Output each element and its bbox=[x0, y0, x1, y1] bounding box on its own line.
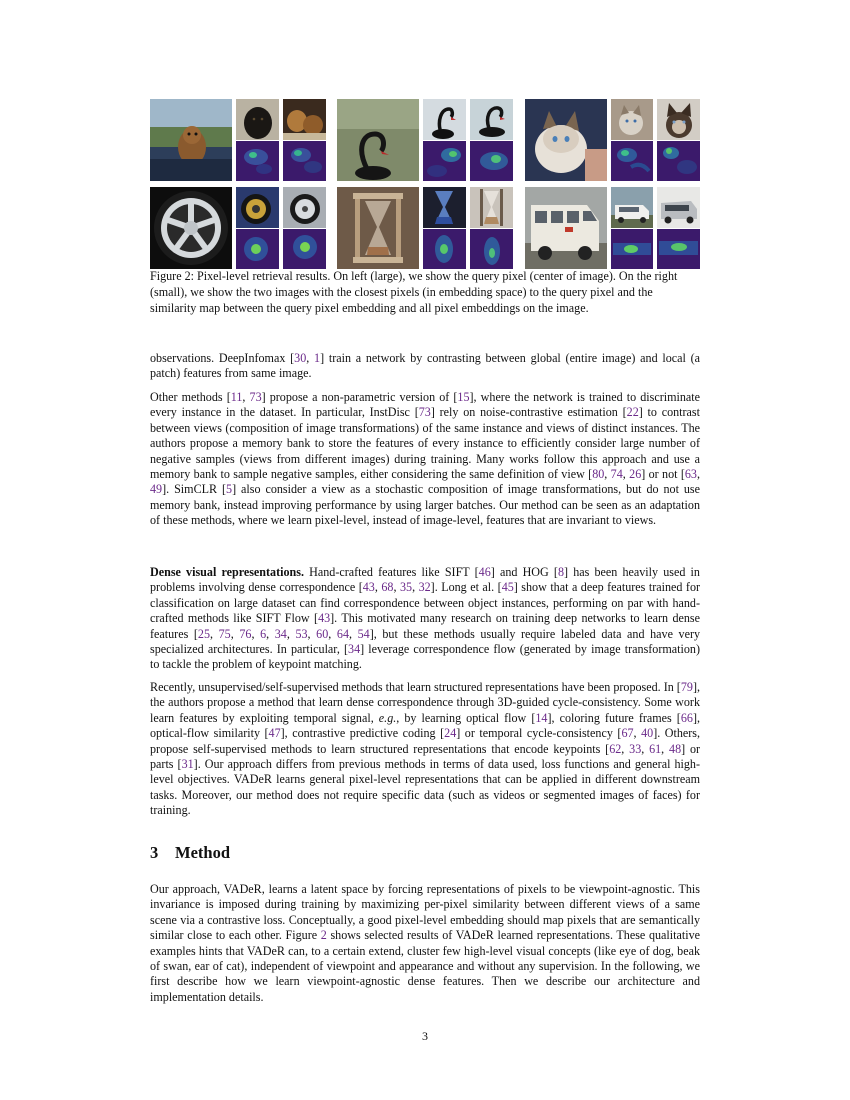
text-run: , bbox=[328, 626, 337, 641]
retrieved-image-hourglass-1 bbox=[423, 187, 466, 228]
retrieved-image-swan-1 bbox=[423, 99, 466, 140]
text-run: Hand-crafted features like SIFT [ bbox=[304, 565, 479, 579]
section-heading bbox=[150, 843, 230, 863]
text-run: , bbox=[251, 626, 261, 641]
citation-link[interactable]: 30 bbox=[294, 351, 307, 365]
similarity-map-van-2 bbox=[657, 229, 700, 269]
retrieved-image-wheel-2 bbox=[283, 187, 326, 228]
text-run: ]. Our approach differs from previous methods in terms of data used, loss functions and general high-level objectives. VADeR learns general pixel-level representations that can be applied in different downstream tasks. Moreover, our method does not require specific data (such as videos or segmented images of faces) for training. bbox=[150, 757, 700, 818]
citation-link[interactable]: 34 bbox=[274, 626, 287, 641]
query-image-cat bbox=[525, 99, 607, 181]
retrieved-image-van-1 bbox=[611, 187, 653, 228]
citation-link[interactable]: 76 bbox=[239, 626, 252, 641]
text-run: , bbox=[286, 626, 296, 641]
paragraph-text bbox=[150, 390, 700, 529]
paragraph-dense-visual-representations bbox=[150, 565, 700, 673]
citation-link[interactable]: 67 bbox=[621, 726, 634, 741]
similarity-map-wheel-2 bbox=[283, 229, 326, 269]
citation-link[interactable]: 73 bbox=[418, 405, 431, 420]
citation-link[interactable]: 6 bbox=[260, 626, 267, 641]
text-run: ]. This motivated many research on training deep networks to learn dense features [ bbox=[150, 611, 701, 641]
similarity-map-cat-1 bbox=[611, 141, 653, 181]
citation-link[interactable]: 14 bbox=[535, 710, 548, 725]
paragraph-text bbox=[150, 680, 700, 819]
text-run: , bbox=[661, 741, 670, 756]
citation-link[interactable]: 26 bbox=[629, 467, 642, 482]
paragraph-heading: Dense visual representations. bbox=[150, 565, 304, 579]
query-image-dog bbox=[150, 99, 232, 181]
citation-link[interactable]: 1 bbox=[314, 351, 321, 365]
text-run: ], but these methods usually require labeled data and have very specialized architectures. In particular, [ bbox=[150, 626, 701, 657]
retrieved-image-cat-2 bbox=[657, 99, 700, 140]
text-run: ]. Long et al. [ bbox=[430, 580, 502, 595]
text-run: ], optical-flow similarity [ bbox=[150, 710, 700, 741]
paragraph-deepinfomax bbox=[150, 351, 700, 382]
page-number: 3 bbox=[422, 1029, 428, 1043]
citation-link[interactable]: 43 bbox=[318, 611, 331, 626]
text-run: , bbox=[210, 626, 219, 641]
figure-caption: Figure 2: Pixel-level retrieval results. On left (large), we show the query pixel (center of image). On the right (small), we show the two images with the closest pixels (in embedding space) to the query pixel and the similarity map between the query pixel embedding and all pixel embeddings on the image. bbox=[150, 269, 678, 315]
similarity-map-van-1 bbox=[611, 229, 653, 269]
similarity-map-hourglass-1 bbox=[423, 229, 466, 269]
query-image-wheel bbox=[150, 187, 232, 269]
citation-link[interactable]: 43 bbox=[362, 580, 375, 595]
citation-link[interactable]: 63 bbox=[684, 467, 697, 482]
citation-link[interactable]: 45 bbox=[501, 580, 514, 595]
citation-link[interactable]: 11 bbox=[230, 390, 243, 404]
citation-link[interactable]: 8 bbox=[557, 565, 565, 579]
paragraph-text bbox=[150, 565, 700, 673]
citation-link[interactable]: 75 bbox=[218, 626, 231, 641]
citation-link[interactable]: 49 bbox=[150, 482, 163, 497]
figure-2 bbox=[150, 99, 700, 273]
citation-link[interactable]: 35 bbox=[399, 580, 413, 595]
query-image-van bbox=[525, 187, 607, 269]
text-run: , bbox=[412, 580, 419, 595]
query-image-swan bbox=[337, 99, 419, 181]
text-run: ] rely on noise-contrastive estimation [ bbox=[430, 405, 627, 420]
retrieved-image-swan-2 bbox=[470, 99, 513, 140]
text-run: , bbox=[242, 390, 250, 404]
similarity-map-hourglass-2 bbox=[470, 229, 513, 269]
text-run: , bbox=[230, 626, 240, 641]
citation-link[interactable]: 46 bbox=[478, 565, 491, 579]
citation-link[interactable]: 73 bbox=[249, 390, 262, 404]
citation-link[interactable]: 34 bbox=[348, 642, 361, 657]
text-run: ], where the network is trained to discriminate every instance in the dataset. In particular, InstDisc [ bbox=[150, 390, 700, 420]
figure-row-top bbox=[150, 99, 700, 185]
citation-link[interactable]: 2 bbox=[320, 928, 327, 943]
text-run: , bbox=[306, 351, 315, 365]
citation-link[interactable]: 60 bbox=[316, 626, 329, 641]
text-run: , bbox=[633, 726, 642, 741]
citation-link[interactable]: 62 bbox=[609, 741, 622, 756]
retrieved-image-wheel-1 bbox=[236, 187, 279, 228]
text-run: ] train a network by contrasting between global (entire image) and local (a patch) features from same image. bbox=[150, 351, 700, 381]
text-run: , bbox=[266, 626, 275, 641]
text-run: , bbox=[604, 467, 611, 482]
paragraph-method-intro bbox=[150, 882, 700, 1005]
text-run: Other methods [ bbox=[150, 390, 231, 404]
text-run: observations. DeepInfomax [ bbox=[150, 351, 295, 365]
text-run: ], coloring future frames [ bbox=[547, 710, 681, 725]
citation-link[interactable]: 61 bbox=[649, 741, 662, 756]
retrieved-image-van-2 bbox=[657, 187, 700, 228]
text-run: ] show that a deep features trained for classification on large dataset can find correspondence between object instances, performing on par with hand-crafted methods like SIFT Flow [ bbox=[150, 580, 701, 626]
text-run: , bbox=[641, 741, 650, 756]
text-run: ] or temporal cycle-consistency [ bbox=[456, 726, 622, 741]
section-title: Method bbox=[175, 843, 230, 862]
similarity-map-dog-2 bbox=[283, 141, 326, 181]
paragraph-text bbox=[150, 882, 700, 1005]
citation-link[interactable]: 64 bbox=[336, 626, 349, 641]
text-run: ]. SimCLR [ bbox=[162, 482, 227, 497]
citation-link[interactable]: 53 bbox=[295, 626, 308, 641]
italic-text: e.g. bbox=[378, 710, 397, 725]
citation-link[interactable]: 74 bbox=[610, 467, 623, 482]
citation-link[interactable]: 32 bbox=[418, 580, 431, 595]
retrieved-image-dog-1 bbox=[236, 99, 279, 140]
text-run: ] to contrast between views (composition of image transformations) of the same instance and views of distinct instances. The authors propose a memory bank to store the features of every instance to efficiently consider large number of negative samples (views from different images) during training. Many works follow this approach and use a memory bank to sample negative samples, either considering the same definition of view [ bbox=[150, 405, 700, 482]
text-run: , bbox=[393, 580, 400, 595]
paragraph-instance-discrimination bbox=[150, 390, 700, 529]
text-run: Recently, unsupervised/self-supervised methods that learn structured representations have been proposed. In [ bbox=[150, 680, 681, 694]
citation-link[interactable]: 47 bbox=[268, 726, 281, 741]
section-number: 3 bbox=[150, 843, 159, 862]
paragraph-unsupervised-methods bbox=[150, 680, 700, 819]
text-run: , by learning optical flow [ bbox=[396, 710, 536, 725]
similarity-map-wheel-1 bbox=[236, 229, 279, 269]
text-run: ], contrastive predictive coding [ bbox=[280, 726, 445, 741]
citation-link[interactable]: 68 bbox=[381, 580, 394, 595]
text-run: ], the authors propose a method that learn dense correspondence through 3D-guided cycle-consistency. Some work learn features by exploiting temporal signal, bbox=[150, 680, 700, 725]
citation-link[interactable]: 48 bbox=[669, 741, 682, 756]
text-run: ] and HOG [ bbox=[490, 565, 558, 579]
citation-link[interactable]: 25 bbox=[197, 626, 210, 641]
citation-link[interactable]: 40 bbox=[641, 726, 654, 741]
citation-link[interactable]: 24 bbox=[444, 726, 457, 741]
citation-link[interactable]: 5 bbox=[226, 482, 233, 497]
text-run: , bbox=[348, 626, 358, 641]
text-run: ] leverage correspondence flow (generated by image transformation) to tackle the problem of keypoint matching. bbox=[150, 642, 700, 672]
retrieved-image-dog-2 bbox=[283, 99, 326, 140]
text-run: shows selected results of VADeR learned representations. These qualitative examples hints that VADeR can, to a certain extend, cluster few high-level visual concepts (like eye of dog, beak of swan, ear of cat), independent of viewpoint and appearance and without any supervision. In the following, we first describe how we learn viewpoint-agnostic dense features. Then we describe our architecture and implementation details. bbox=[150, 928, 700, 1004]
citation-link[interactable]: 66 bbox=[680, 710, 693, 725]
similarity-map-swan-2 bbox=[470, 141, 513, 181]
text-run: ] propose a non-parametric version of [ bbox=[261, 390, 458, 404]
similarity-map-swan-1 bbox=[423, 141, 466, 181]
citation-link[interactable]: 54 bbox=[357, 626, 370, 641]
citation-link[interactable]: 79 bbox=[680, 680, 693, 694]
text-run: , bbox=[374, 580, 382, 595]
retrieved-image-hourglass-2 bbox=[470, 187, 513, 228]
similarity-map-cat-2 bbox=[657, 141, 700, 181]
text-run: , bbox=[621, 741, 630, 756]
text-run: ] also consider a view as a stochastic composition of image transformations, but do not use memory bank, instead improving performance by using larger batches. Our method can be seen as an adaptation of these methods, where we learn pixel-level, instead of image-level, features that are invariant to views. bbox=[150, 482, 700, 528]
text-run: ] or not [ bbox=[641, 467, 685, 482]
text-run: Our approach, VADeR, learns a latent space by forcing representations of pixels to be viewpoint-agnostic. This invariance is imposed during training by maximizing per-pixel similarity between different views of a same scene via a contrastive loss. Conceptually, a good pixel-level embedding should map pixels that are semantically similar close to each other. Figure bbox=[150, 882, 700, 943]
text-run: ] or parts [ bbox=[150, 741, 701, 772]
text-run: ] has been heavily used in problems involving dense correspondence [ bbox=[150, 565, 700, 595]
figure-row-bottom bbox=[150, 187, 700, 273]
citation-link[interactable]: 15 bbox=[457, 390, 470, 404]
citation-link[interactable]: 80 bbox=[592, 467, 605, 482]
query-image-hourglass bbox=[337, 187, 419, 269]
similarity-map-dog-1 bbox=[236, 141, 279, 181]
citation-link[interactable]: 33 bbox=[629, 741, 642, 756]
text-run: , bbox=[696, 467, 700, 482]
citation-link[interactable]: 31 bbox=[181, 757, 194, 772]
text-run: ]. Others, propose self-supervised methods to learn structured representations that encode keypoints [ bbox=[150, 726, 701, 756]
text-run: , bbox=[307, 626, 317, 641]
citation-link[interactable]: 22 bbox=[626, 405, 639, 420]
retrieved-image-cat-1 bbox=[611, 99, 653, 140]
paragraph-text bbox=[150, 351, 700, 382]
text-run: , bbox=[622, 467, 630, 482]
